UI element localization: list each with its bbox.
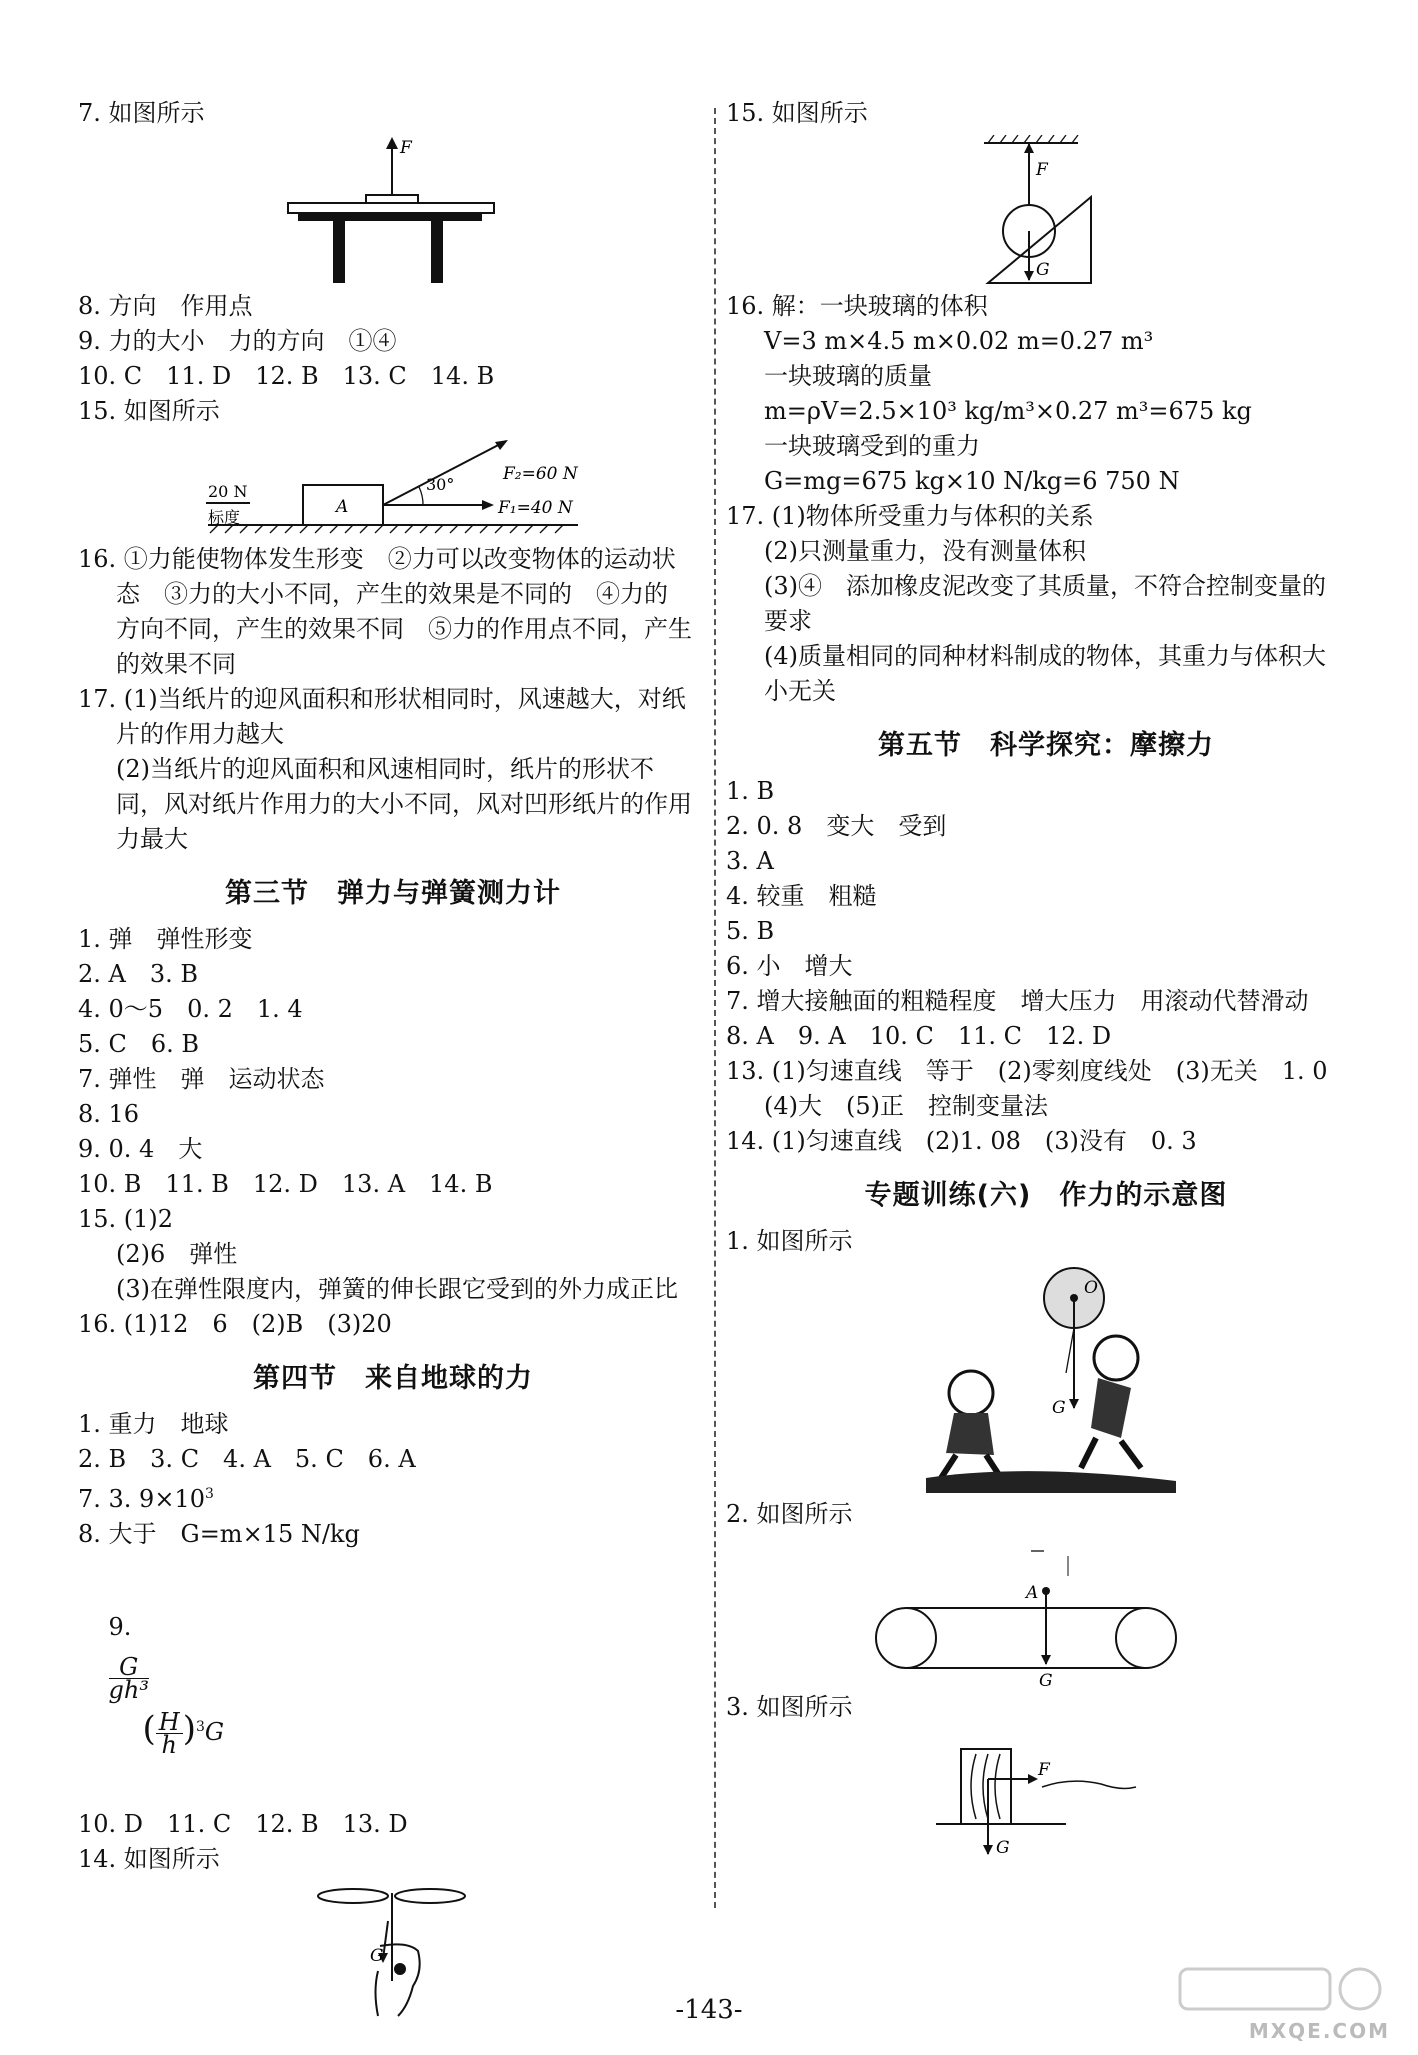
tension-label: F [1036,160,1048,180]
s5-answer-4: 4. 较重 粗糙 [726,882,877,910]
s4-q9-prefix: 9. [108,1613,132,1641]
section-6-title: 专题训练(六) 作力的示意图 [864,1180,1228,1211]
s3-answer-1: 1. 弹 弹性形变 [78,925,253,953]
watermark-logo [1170,1963,1390,2043]
balloon-kids-figure [726,1263,1366,1493]
s3-answer-15-2: (2)6 弹性 [116,1240,238,1268]
angle-label: 30° [426,475,455,494]
s5-answer-13-line-2: (4)大 (5)正 控制变量法 [764,1092,1048,1120]
block-gravity-label: G [996,1838,1010,1858]
answer-9: 9. 力的大小 力的方向 ①④ [78,327,397,355]
answer-7: 7. 如图所示 [78,99,205,127]
block-label: A [336,497,349,517]
answer-17-line-5: 力最大 [116,825,188,853]
belt-gravity-label: G [1039,1671,1053,1686]
s5-answer-2: 2. 0. 8 变大 受到 [726,812,947,840]
s5-answer-6: 6. 小 增大 [726,952,853,980]
s4-q9-suffix: G [204,1718,225,1746]
r-answer-17-line-6: 小无关 [764,677,836,705]
answer-17-line-2: 片的作用力越大 [116,720,284,748]
conveyor-belt-figure [726,1536,1366,1686]
answer-16-line-3: 方向不同，产生的效果不同 ⑤力的作用点不同，产生 [116,615,692,643]
fraction-h-over-h [156,1708,183,1759]
s5-answer-1: 1. B [726,777,775,805]
s4-answer-1: 1. 重力 地球 [78,1410,229,1438]
answer-16-line-4: 的效果不同 [116,650,236,678]
answer-17-line-4: 同，风对纸片作用力的大小不同，风对凹形纸片的作用 [116,790,692,818]
section-4-title: 第四节 来自地球的力 [253,1363,533,1394]
table-force-figure [78,135,708,285]
weight-label: G [1036,260,1050,280]
force-diagram-block-a [78,433,708,538]
s4-q7-base: 7. 3. 9×10 [78,1485,205,1513]
pull-force-label: F [1038,1760,1050,1780]
t-answer-2: 2. 如图所示 [726,1500,853,1528]
s4-answers-10-13: 10. D 11. C 12. B 13. D [78,1810,408,1838]
r-answer-16-line-6: G=mg=675 kg×10 N/kg=6 750 N [764,467,1180,495]
scale-value: 20 N [208,482,248,501]
r-answer-17-line-5: (4)质量相同的同种材料制成的物体，其重力与体积大 [764,642,1326,670]
r-answer-17-line-4: 要求 [764,607,812,635]
s3-answer-7: 7. 弹性 弹 运动状态 [78,1065,325,1093]
s5-answer-14: 14. (1)匀速直线 (2)1. 08 (3)没有 0. 3 [726,1127,1197,1155]
column-divider [714,108,716,1908]
frac2-num: H [156,1711,183,1734]
r-answer-16-line-2: V=3 m×4.5 m×0.02 m=0.27 m³ [764,327,1154,355]
s3-answer-4: 4. 0～5 0. 2 1. 4 [78,995,303,1023]
t-answer-1: 1. 如图所示 [726,1227,853,1255]
answer-16-line-2: 态 ③力的大小不同，产生的效果是不同的 ④力的 [116,580,668,608]
force-label: F [400,138,412,158]
s4-answer-7 [78,1477,708,1517]
page-number: -143- [675,1995,743,2025]
s3-answer-8: 8. 16 [78,1100,140,1128]
s4-answer-14: 14. 如图所示 [78,1845,220,1873]
r-answer-16-line-3: 一块玻璃的质量 [764,362,932,390]
s5-answer-3: 3. A [726,847,774,875]
t-answer-3: 3. 如图所示 [726,1693,853,1721]
r-answer-17-line-1: 17. (1)物体所受重力与体积的关系 [726,502,1094,530]
r-answer-17-line-3: (3)④ 添加橡皮泥改变了其质量，不符合控制变量的 [764,572,1326,600]
r-answer-16-line-1: 16. 解：一块玻璃的体积 [726,292,988,320]
answer-17-line-1: 17. (1)当纸片的迎风面积和形状相同时，风速越大，对纸 [78,685,686,713]
ball-incline-figure [726,135,1366,285]
gravity-label: G [370,1946,384,1966]
answer-8: 8. 方向 作用点 [78,292,253,320]
s3-answer-9: 9. 0. 4 大 [78,1135,203,1163]
frac2-den: h [161,1731,177,1759]
r-answer-17-line-2: (2)只测量重力，没有测量体积 [764,537,1086,565]
f2-label: F₂=60 N [503,464,578,484]
f1-label: F₁=40 N [498,498,573,518]
frac1-num: G [109,1656,149,1679]
s3-answers-10-14: 10. B 11. B 12. D 13. A 14. B [78,1170,493,1198]
frac1-den: gh³ [108,1676,149,1704]
fraction-g-over-gh3 [108,1653,149,1704]
s4-answers-2-6: 2. B 3. C 4. A 5. C 6. A [78,1445,416,1473]
s5-answers-8-12: 8. A 9. A 10. C 11. C 12. D [726,1022,1112,1050]
answer-16-line-1: 16. ①力能使物体发生形变 ②力可以改变物体的运动状 [78,545,676,573]
s5-answer-5: 5. B [726,917,775,945]
answer-17-line-3: (2)当纸片的迎风面积和风速相同时，纸片的形状不 [116,755,654,783]
s4-q9-exp: 3 [195,1719,205,1735]
s3-answer-2: 2. A 3. B [78,960,199,988]
s4-q7-exp: 3 [204,1486,214,1502]
r-answer-15: 15. 如图所示 [726,99,868,127]
balloon-gravity-label: G [1052,1398,1066,1418]
s3-answer-15-3: (3)在弹性限度内，弹簧的伸长跟它受到的外力成正比 [116,1275,678,1303]
answer-15: 15. 如图所示 [78,397,220,425]
watermark-text: MXQE.COM [1248,2019,1390,2043]
s3-answer-5: 5. C 6. B [78,1030,200,1058]
s3-answer-16: 16. (1)12 6 (2)B (3)20 [78,1310,392,1338]
s4-answer-8: 8. 大于 G=m×15 N/kg [78,1520,360,1548]
r-answer-16-line-5: 一块玻璃受到的重力 [764,432,980,460]
r-answer-16-line-4: m=ρV=2.5×10³ kg/m³×0.27 m³=675 kg [764,397,1252,425]
s5-answer-13-line-1: 13. (1)匀速直线 等于 (2)零刻度线处 (3)无关 1. 0 [726,1057,1328,1085]
scale-label: 标度 [208,508,241,527]
right-column [726,96,1366,1863]
center-o-label: O [1084,1278,1098,1298]
s5-answer-7: 7. 增大接触面的粗糙程度 增大压力 用滚动代替滑动 [726,987,1309,1015]
s3-answer-15-1: 15. (1)2 [78,1205,174,1233]
point-a-label: A [1026,1583,1039,1603]
answers-10-14: 10. C 11. D 12. B 13. C 14. B [78,362,495,390]
section-5-title: 第五节 科学探究：摩擦力 [878,730,1214,761]
left-column [78,96,708,2025]
magnet-block-figure [726,1729,1366,1859]
s4-answer-9: 9. $\frac{G}{\text{gh³}}$ ( $\frac{H}{h}$ )$^3$G [108,1613,225,1759]
section-3-title: 第三节 弹力与弹簧测力计 [225,878,561,909]
